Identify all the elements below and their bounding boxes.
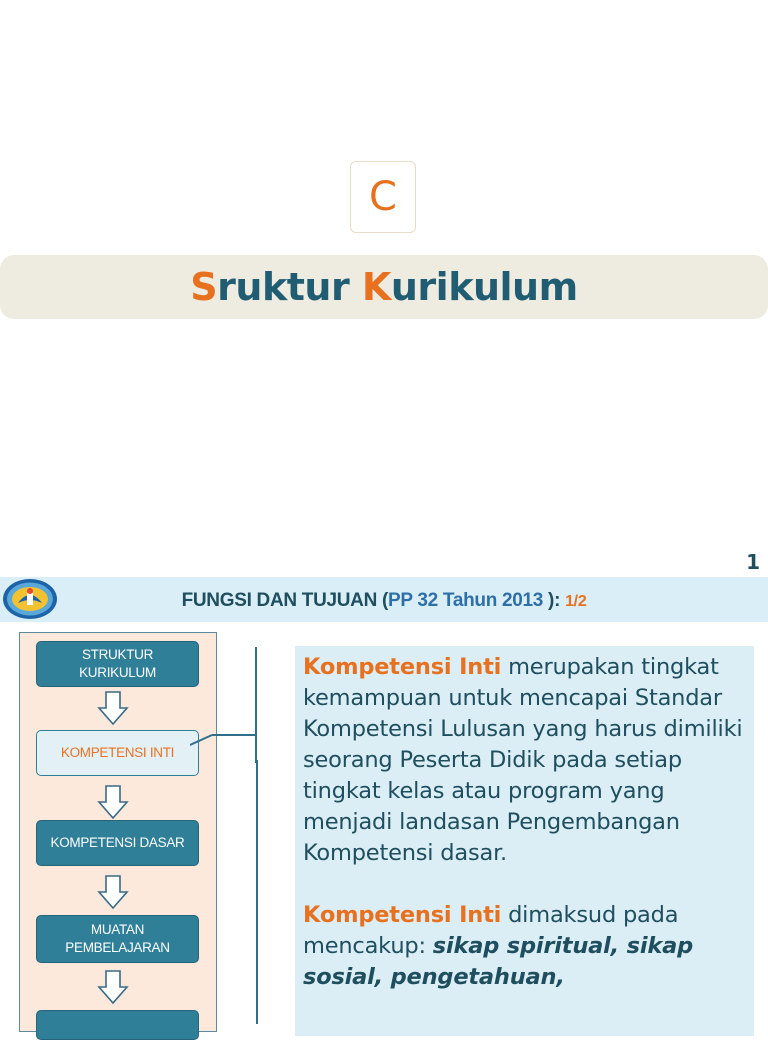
flow-label: KOMPETENSI DASAR [50,835,185,851]
flow-label: KURIKULUM [79,665,156,680]
keyword: Kompetensi Inti [303,902,502,928]
header-title [0,590,768,612]
header-suffix: ): [543,590,566,611]
header-page-indicator: 1/2 [565,593,587,610]
flow-box-partial [36,1010,199,1040]
section-letter: C [350,161,416,233]
keyword: Kompetensi Inti [303,654,502,680]
emphasis-text: sikap spiritual, sikap sosial, pengetahuan, [303,933,694,990]
paragraph-body: dimaksud pada mencakup: [303,902,679,959]
title-accent-k: K [361,265,391,309]
header-regulation: PP 32 Tahun 2013 [388,590,544,611]
flow-box-struktur-kurikulum [36,641,199,687]
arrow-down-icon [97,785,129,819]
page-number: 1 [746,550,760,574]
flow-label: PEMBELAJARAN [65,940,170,955]
definition-text-box [295,646,754,1036]
flow-label: STRUKTUR [81,647,154,663]
definition-paragraph-1 [303,652,748,869]
connector-bracket [190,645,260,765]
flow-box-kompetensi-dasar [36,820,199,866]
paragraph-body: merupakan tingkat kemampuan untuk mencapai Standar Kompetensi Lulusan yang harus dimiliki seorang Peserta Didik pada setiap tingkat kelas atau program yang menjadi landasan Pengembangan Kompetensi dasar. [303,654,743,866]
flow-box-muatan-pembelajaran [36,915,199,963]
title-part-1: ruktur [217,265,362,309]
vertical-divider [255,760,261,1024]
title-part-2: urikulum [390,265,578,309]
flow-label: MUATAN [90,922,145,938]
header-prefix: FUNGSI DAN TUJUAN ( [181,590,389,611]
flow-panel [19,632,217,1032]
title-accent-s: S [190,265,218,309]
flow-box-kompetensi-inti [36,730,199,776]
definition-paragraph-2 [303,900,748,993]
arrow-down-icon [97,691,129,725]
arrow-down-icon [97,875,129,909]
arrow-down-icon [97,970,129,1004]
flow-label: KOMPETENSI INTI [60,745,175,761]
slide-title [0,255,768,319]
